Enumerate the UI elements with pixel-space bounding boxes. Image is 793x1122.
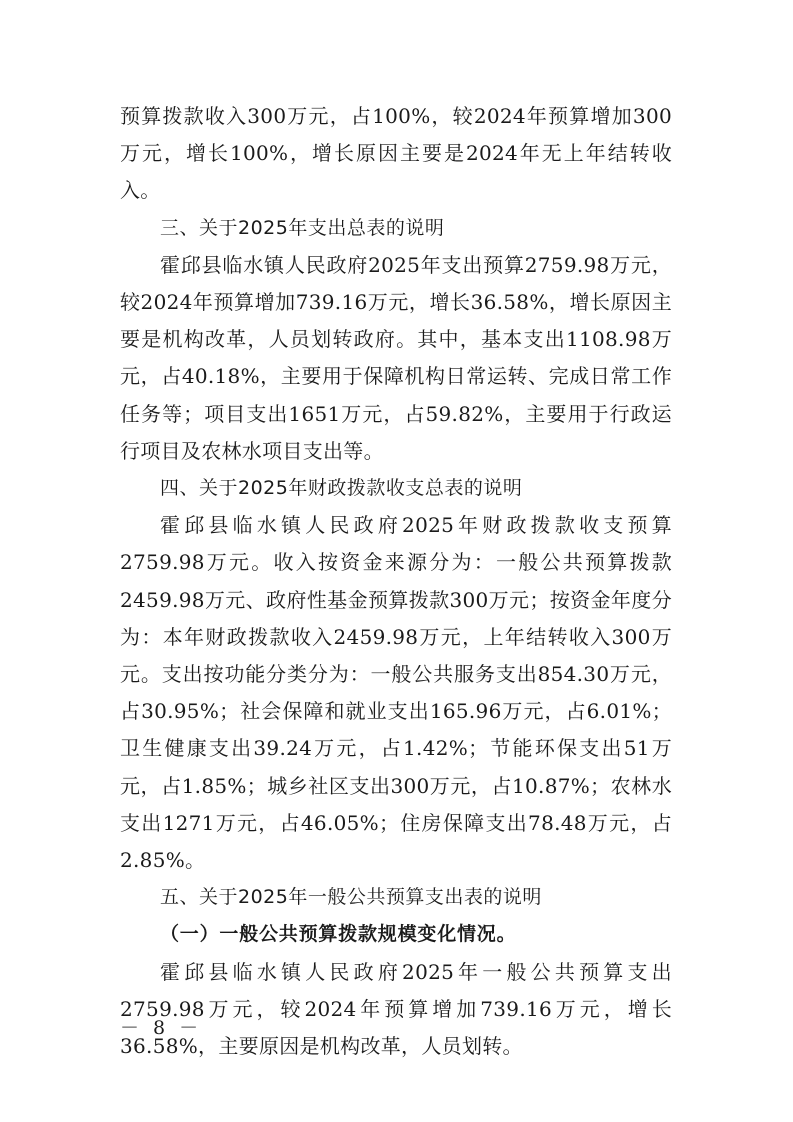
page-number: － 8 － [120, 1017, 203, 1039]
section-heading-4: 四、关于2025年财政拨款收支总表的说明 [160, 477, 523, 500]
section-heading-3: 三、关于2025年支出总表的说明 [160, 216, 445, 239]
paragraph-expenditure-summary: 霍邱县临水镇人民政府2025年支出预算2759.98万元，较2024年预算增加739.16万元，增长36.58%，增长原因主要是机构改革，人员划转政府。其中，基本支出1108.98万元，占40.18%，主要用于保障机构日常运转、完成日常工作任务等；项目支出1651万元，占59.82%，主要用于行政运行项目及农林水项目支出等。 [120, 252, 672, 463]
paragraph-general-public-budget: 霍邱县临水镇人民政府2025年一般公共预算支出2759.98万元，较2024年预算增加739.16万元，增长36.58%，主要原因是机构改革，人员划转。 [120, 959, 672, 1059]
paragraph-fiscal-appropriation-summary: 霍邱县临水镇人民政府2025年财政拨款收支预算2759.98万元。收入按资金来源分为：一般公共预算拨款2459.98万元、政府性基金预算拨款300万元；按资金年度分为：本年财政拨款收入2459.98万元，上年结转收入300万元。支出按功能分类分为：一般公共服务支出854.30万元，占30.95%；社会保障和就业支出165.96万元，占6.01%；卫生健康支出39.24万元，占1.42%；节能环保支出51万元，占1.85%；城乡社区支出300万元，占10.87%；农林水支出1271万元，占46.05%；住房保障支出78.48万元，占2.85%。 [120, 513, 672, 873]
document-body [120, 98, 672, 1065]
subsection-heading-5-1: （一）一般公共预算拨款规模变化情况。 [160, 923, 517, 946]
section-heading-5: 五、关于2025年一般公共预算支出表的说明 [160, 886, 542, 909]
paragraph-budget-income-continued: 预算拨款收入300万元，占100%，较2024年预算增加300万元，增长100%，增长原因主要是2024年无上年结转收入。 [120, 104, 672, 203]
